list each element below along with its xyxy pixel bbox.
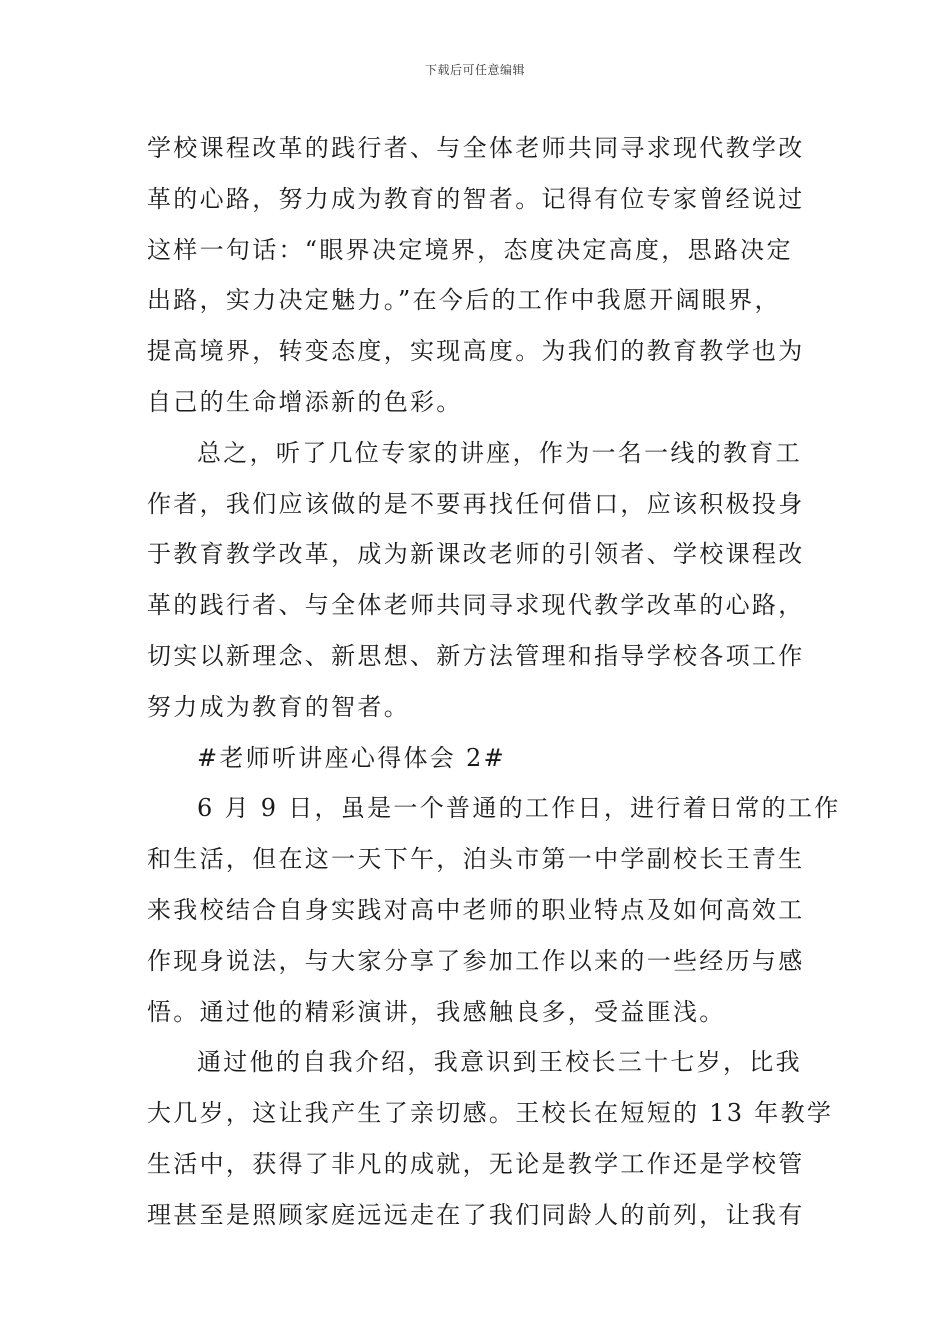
paragraph bbox=[147, 428, 807, 733]
text-line: 悟。通过他的精彩演讲，我感触良多，受益匪浅。 bbox=[147, 997, 726, 1026]
text-line: 切实以新理念、新思想、新方法管理和指导学校各项工作 bbox=[147, 641, 805, 670]
text-line: 生活中，获得了非凡的成就，无论是教学工作还是学校管 bbox=[147, 1149, 805, 1178]
document-body bbox=[147, 123, 841, 1241]
paragraph bbox=[147, 1037, 834, 1240]
text-line: 革的践行者、与全体老师共同寻求现代教学改革的心路， bbox=[147, 591, 805, 620]
text-line: 学校课程改革的践行者、与全体老师共同寻求现代教学改 bbox=[147, 134, 805, 162]
text-line: 努力成为教育的智者。 bbox=[147, 692, 410, 721]
text-line: 这样一句话：“眼界决定境界，态度决定高度，思路决定 bbox=[147, 235, 793, 264]
text-line: 来我校结合自身实践对高中老师的职业特点及如何高效工 bbox=[147, 895, 805, 924]
text-line: 革的心路，努力成为教育的智者。记得有位专家曾经说过 bbox=[147, 184, 805, 213]
page-header: 下载后可任意编辑 bbox=[424, 63, 525, 77]
text-line: 通过他的自我介绍，我意识到王校长三十七岁，比我 bbox=[197, 1048, 802, 1077]
text-line: 提高境界，转变态度，实现高度。为我们的教育教学也为 bbox=[147, 337, 805, 366]
text-line: 总之，听了几位专家的讲座，作为一名一线的教育工 bbox=[197, 438, 802, 467]
text-line: 大几岁，这让我产生了亲切感。王校长在短短的 13 年教学 bbox=[147, 1099, 834, 1128]
paragraph bbox=[147, 783, 841, 1037]
heading-line: #老师听讲座心得体会 2# bbox=[197, 743, 507, 772]
text-line: 6 月 9 日，虽是一个普通的工作日，进行着日常的工作 bbox=[197, 794, 841, 823]
paragraph bbox=[147, 123, 807, 428]
text-line: 理甚至是照顾家庭远远走在了我们同龄人的前列，让我有 bbox=[147, 1200, 805, 1229]
text-line: 作者，我们应该做的是不要再找任何借口，应该积极投身 bbox=[147, 489, 805, 518]
section-heading bbox=[147, 733, 807, 784]
text-line: 于教育教学改革，成为新课改老师的引领者、学校课程改 bbox=[147, 540, 805, 569]
text-line: 和生活，但在这一天下午，泊头市第一中学副校长王青生 bbox=[147, 845, 805, 874]
text-line: 作现身说法，与大家分享了参加工作以来的一些经历与感 bbox=[147, 946, 805, 975]
text-line: 自己的生命增添新的色彩。 bbox=[147, 387, 463, 416]
text-line: 出路，实力决定魅力。”在今后的工作中我愿开阔眼界， bbox=[147, 286, 781, 315]
